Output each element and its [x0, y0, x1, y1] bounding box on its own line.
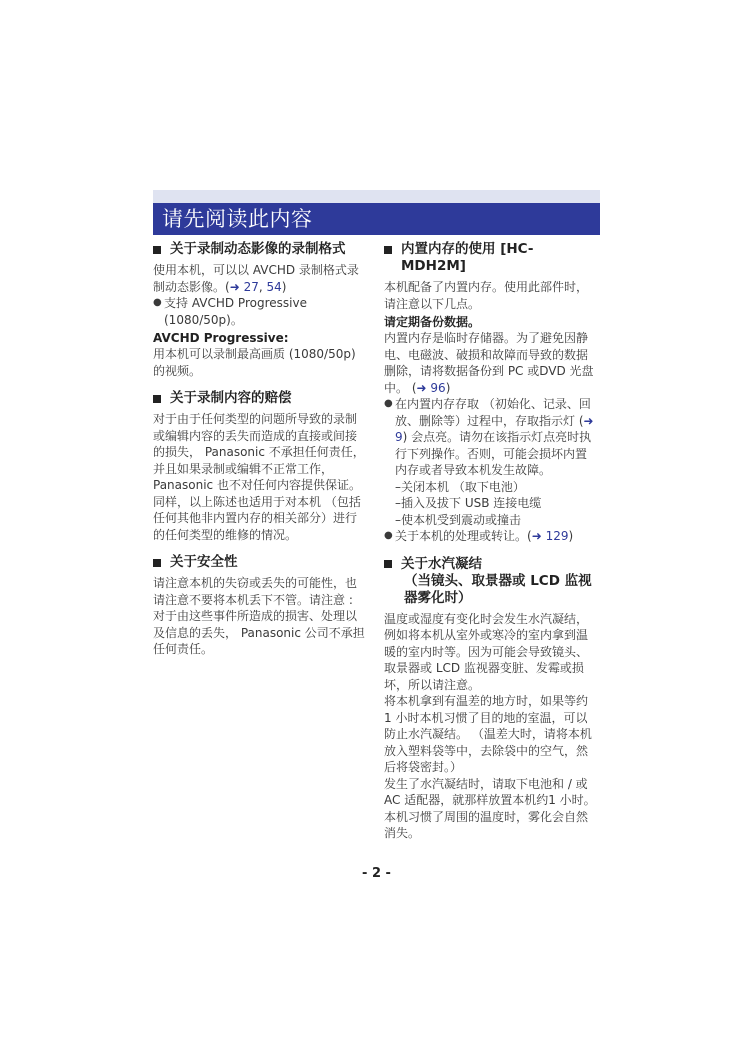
section-compensation [153, 390, 367, 543]
arrow-icon: ➜ [583, 413, 594, 428]
section-condensation [384, 556, 598, 842]
page-link[interactable]: 96 [430, 380, 446, 395]
backup-detail: 内置内存是临时存储器。为了避免因静电、电磁波、破损和故障而导致的数据删除，请将数据备份到 PC 或DVD 光盘中。 (➜ 96) [384, 331, 594, 395]
section-recording-format [153, 241, 367, 379]
square-bullet-icon [384, 560, 392, 568]
term-label: AVCHD Progressive: [153, 331, 289, 345]
bullet-item: ● 在内置内存存取 （初始化、记录、回放、删除等）过程中，存取指示灯 (➜ 9) 会点亮。请勿在该指示灯点亮时执行下列操作。否则，可能会损坏内置内存或者导致本机发生故障。 [384, 397, 594, 477]
page-link[interactable]: 27 [243, 279, 259, 294]
dash-item: –关闭本机 （取下电池） [395, 479, 525, 494]
page-link[interactable]: 54 [266, 279, 282, 294]
arrow-icon: ➜ [229, 279, 240, 294]
arrow-icon: ➜ [531, 529, 542, 543]
section-body: 对于由于任何类型的问题所导致的录制或编辑内容的丢失而造成的直接或间接的损失， Panasonic 不承担任何责任，并且如果录制或编辑不正常工作， Panasonic 也不对任何内容提供保证。同样，以上陈述也适用于对本机 （包括任何其他非内置内存的相关部分）进行的任何类型的维修的情况。 [153, 412, 365, 542]
bullet-item: ● 关于本机的处理或转让。(➜ 129) [384, 529, 574, 543]
section-heading: 关于录制内容的赔偿 [153, 390, 367, 407]
bullet-dot-icon: ● [384, 530, 393, 541]
dash-item: –使本机受到震动或撞击 [395, 512, 522, 527]
section-heading: 关于水汽凝结 （当镜头、取景器或 LCD 监视器雾化时） [384, 556, 598, 607]
square-bullet-icon [153, 246, 161, 254]
section-built-in-memory [384, 241, 598, 545]
section-body: 发生了水汽凝结时，请取下电池和 / 或 AC 适配器，就那样放置本机约1 小时。本机习惯了周围的温度时，雾化会自然消失。 [384, 776, 596, 840]
bullet-dot-icon: ● [384, 398, 393, 409]
arrow-icon: ➜ [416, 380, 427, 395]
model-tag: [HC-MDH2M] [401, 241, 534, 274]
section-heading: 关于录制动态影像的录制格式 [153, 241, 367, 258]
left-column [153, 241, 367, 669]
square-bullet-icon [384, 246, 392, 254]
page-link[interactable]: 129 [545, 529, 569, 543]
section-body: 使用本机，可以以 AVCHD 录制格式录制动态影像。(➜ 27, 54) [153, 263, 359, 294]
section-heading: 关于安全性 [153, 554, 367, 571]
square-bullet-icon [153, 559, 161, 567]
backup-label: 请定期备份数据。 [384, 315, 481, 329]
section-heading: 内置内存的使用 [HC-MDH2M] [384, 241, 598, 275]
page-link[interactable]: 9 [395, 430, 403, 444]
right-column [384, 241, 598, 853]
bullet-item: ● 支持 AVCHD Progressive (1080/50p)。 [153, 296, 307, 327]
section-body: 请注意本机的失窃或丢失的可能性，也请注意不要将本机丢下不管。请注意 : 对于由这些事件所造成的损害、处理以及信息的丢失， Panasonic 公司不承担任何责任。 [153, 576, 365, 656]
bullet-dot-icon: ● [153, 297, 162, 308]
page-title: 请先阅读此内容 [162, 207, 313, 231]
page-number: - 2 - [362, 866, 391, 881]
section-body: 温度或湿度有变化时会发生水汽凝结，例如将本机从室外或寒冷的室内拿到温暖的室内时等。因为可能会导致镜头、取景器或 LCD 监视器变脏、发霉或损坏，所以请注意。 [384, 611, 589, 692]
section-body: 将本机拿到有温差的地方时，如果等约 1 小时本机习惯了目的地的室温，可以防止水汽凝结。 （温差大时，请将本机放入塑料袋等中，去除袋中的空气，然后将袋密封。） [384, 694, 592, 774]
term-detail: 用本机可以录制最高画质 (1080/50p)的视频。 [153, 347, 356, 378]
square-bullet-icon [153, 395, 161, 403]
title-banner [153, 203, 600, 235]
section-security [153, 554, 367, 658]
section-body: 本机配备了内置内存。使用此部件时，请注意以下几点。 [384, 280, 589, 311]
dash-item: –插入及拔下 USB 连接电缆 [395, 496, 542, 510]
title-banner-top-strip [153, 190, 600, 203]
